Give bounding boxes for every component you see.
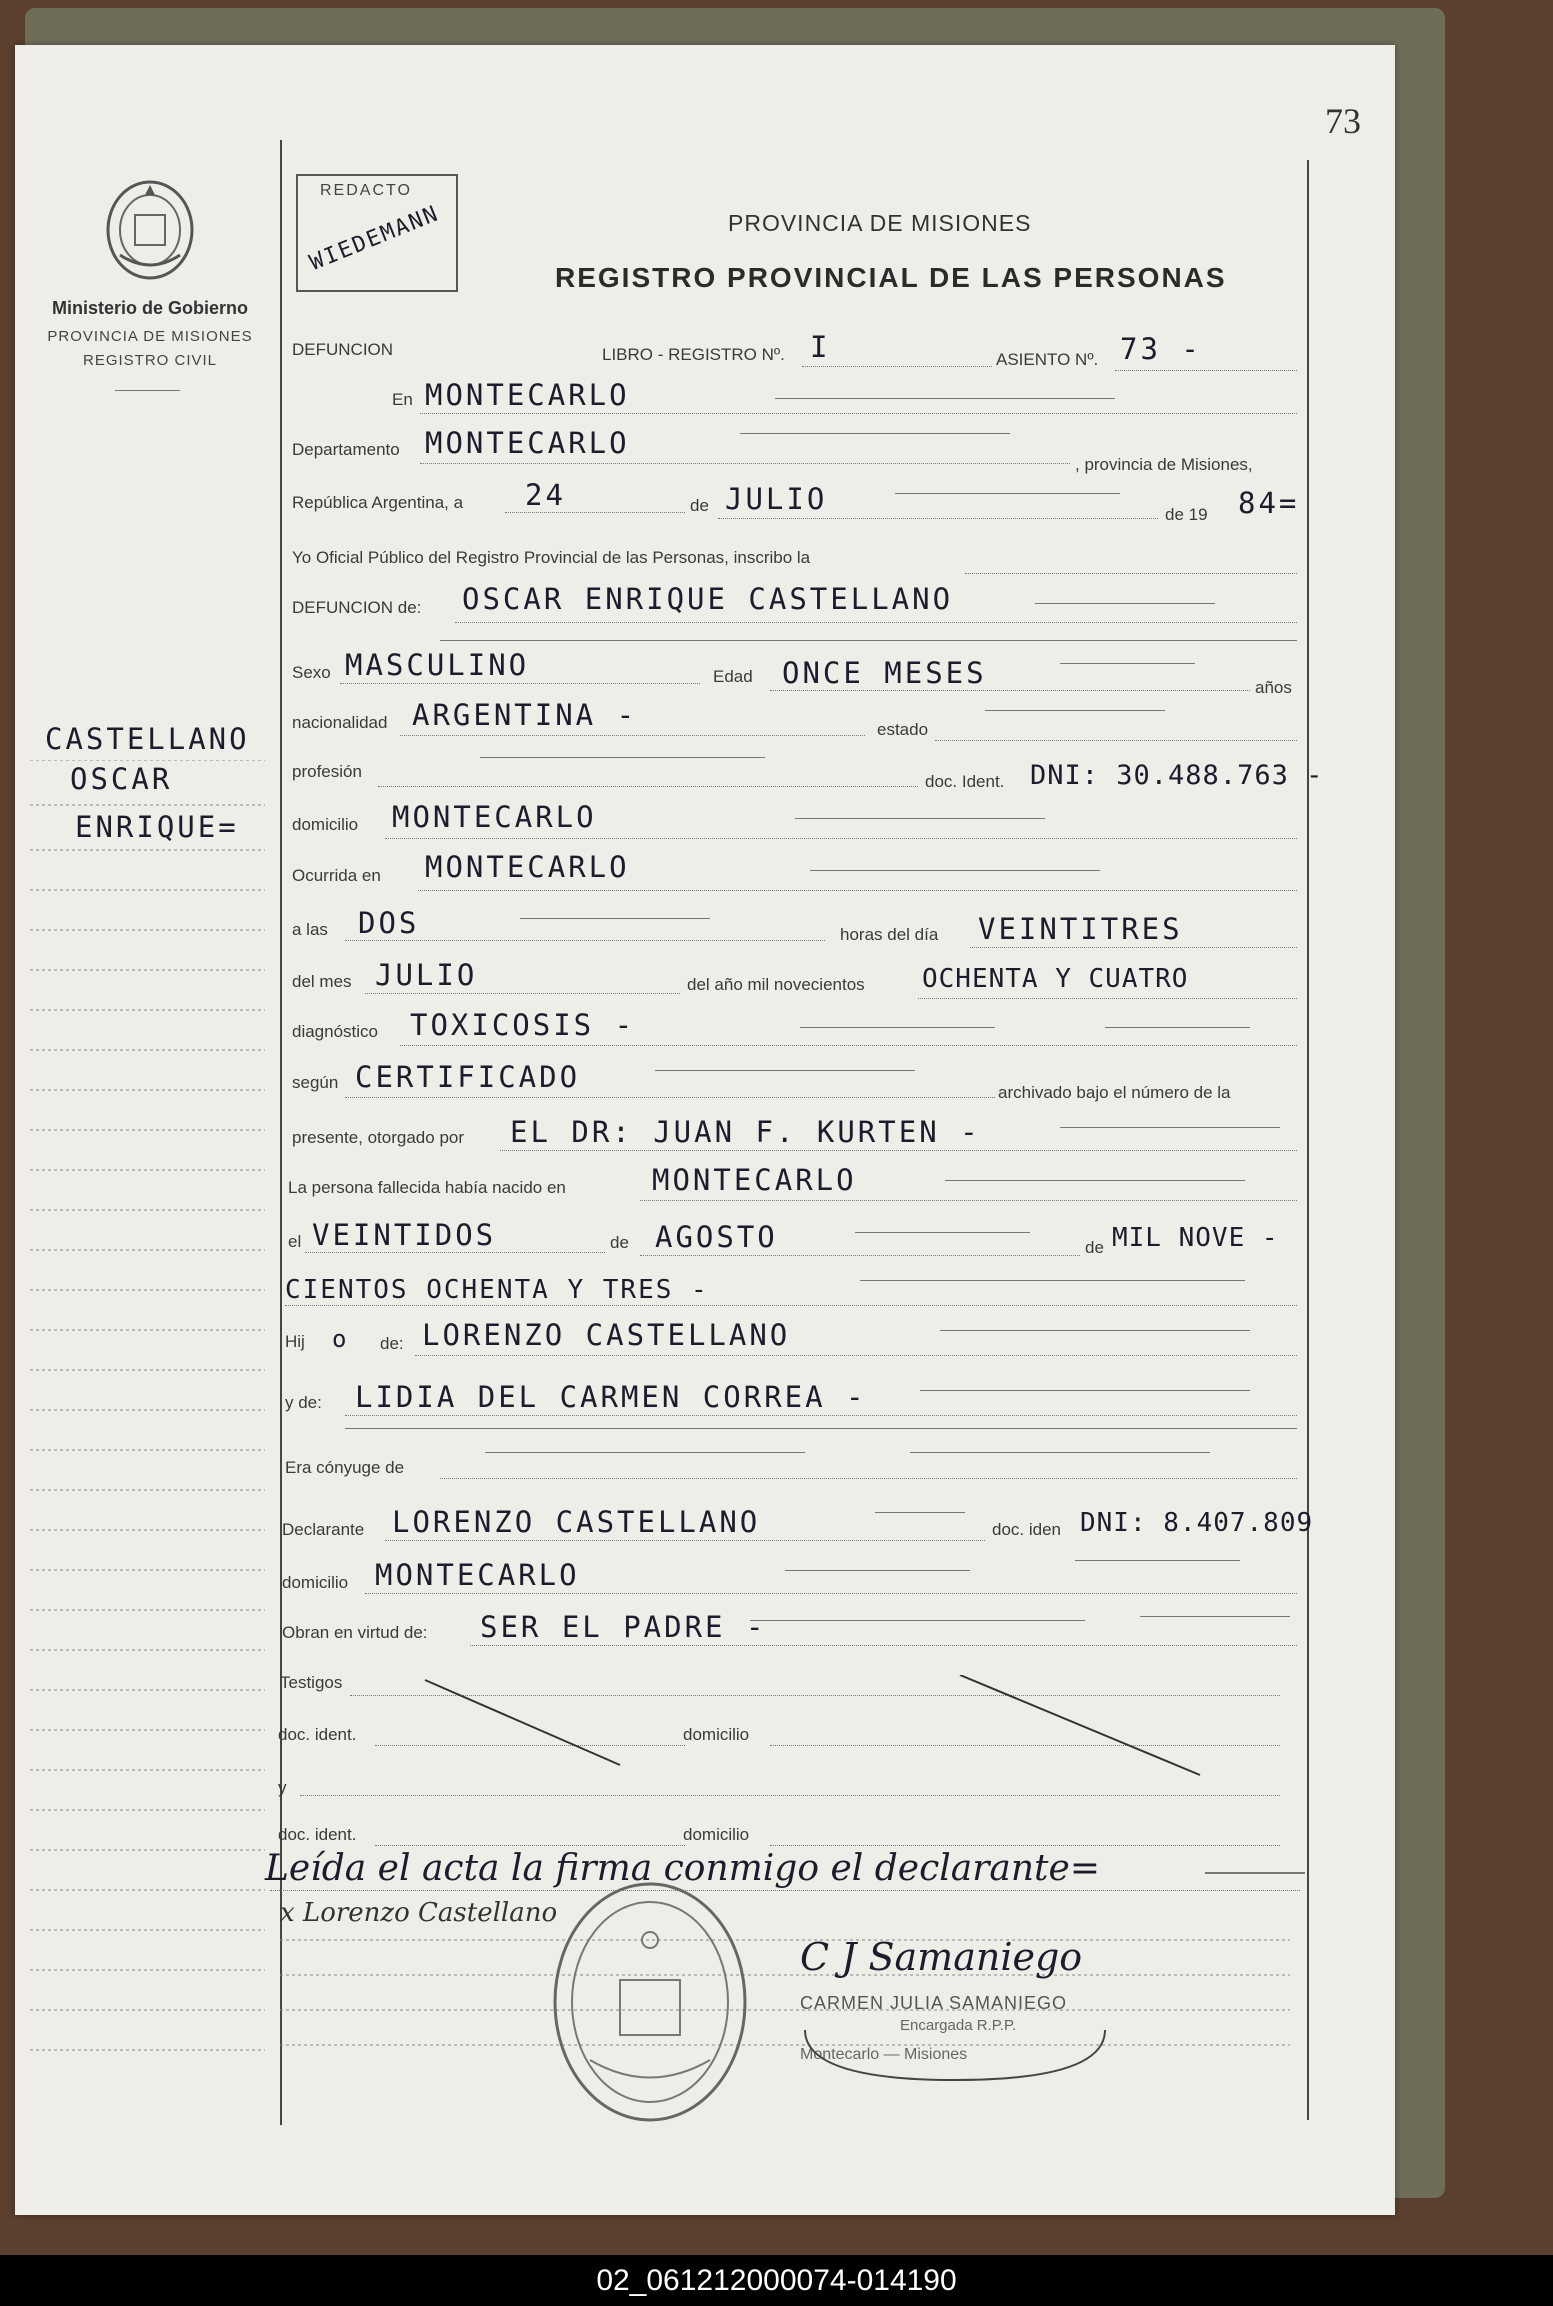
domicilio3-label: domicilio (683, 1725, 750, 1744)
nac-rule2 (480, 757, 765, 758)
oficial-line (965, 573, 1297, 574)
hijo-suffix: o (332, 1325, 349, 1353)
anio-value: 84= (1238, 486, 1300, 520)
delmes-line (365, 993, 680, 994)
edad-line (770, 690, 1250, 691)
anio-cont-value: CIENTOS OCHENTA Y TRES - (285, 1275, 709, 1305)
cont-rule (860, 1280, 1245, 1281)
diagnostico-line (400, 1045, 1297, 1046)
declarant-signature: x Lorenzo Castellano (280, 1898, 558, 1928)
hijo-label: Hij (285, 1332, 305, 1351)
domicilio-line (385, 838, 1297, 839)
pres-rule (1060, 1127, 1280, 1128)
delmes-value: JULIO (375, 958, 478, 992)
doc-ident2-line (375, 1845, 685, 1846)
anio-mil-value: OCHENTA Y CUATRO (922, 964, 1189, 994)
nacido-line (640, 1200, 1297, 1201)
image-caption: 02_061212000074-014190 (596, 2264, 957, 2297)
segun-label: según (292, 1073, 339, 1092)
right-margin-line (1307, 160, 1309, 2120)
doc-iden-label: doc. iden (992, 1520, 1061, 1539)
ministry-title: Ministerio de Gobierno (51, 298, 248, 318)
nombre-rule (1035, 603, 1215, 604)
libro-label: LIBRO - REGISTRO Nº. (602, 345, 785, 364)
diag-rule (800, 1027, 995, 1028)
conyuge-label: Era cónyuge de (285, 1458, 405, 1477)
ministry-province: PROVINCIA DE MISIONES (47, 328, 253, 345)
bottom-ruled-lines (280, 1930, 1300, 2080)
libro-value: I (810, 330, 831, 364)
de-mes-line (640, 1255, 1080, 1256)
departamento-value: MONTECARLO (425, 426, 630, 460)
obran-label: Obran en virtud de: (282, 1623, 428, 1642)
stamp-name: WIEDEMANN (306, 201, 443, 276)
margin-ruled-lines (25, 760, 270, 2090)
republica-label: República Argentina, a (292, 493, 464, 512)
estado-line (935, 740, 1297, 741)
segun-value: CERTIFICADO (355, 1060, 581, 1094)
el-line (305, 1252, 605, 1253)
nacionalidad-label: nacionalidad (292, 713, 388, 732)
leida-rule (1205, 1872, 1305, 1874)
obran-rule2 (1140, 1616, 1290, 1617)
de19-label: de 19 (1165, 505, 1208, 524)
diagnostico-label: diagnóstico (292, 1022, 379, 1041)
doc-ident-label: doc. Ident. (925, 772, 1005, 791)
defuncion-de-label: DEFUNCION de: (292, 598, 422, 617)
profesion-line (378, 786, 918, 787)
anio-mil-line (918, 998, 1297, 999)
madre-line (345, 1415, 1297, 1416)
sexo-label: Sexo (292, 663, 331, 682)
nombre-line (455, 622, 1297, 623)
nac-rule (985, 710, 1165, 711)
dom-rule (795, 818, 1045, 819)
el-rule (855, 1232, 1030, 1233)
official-title: Encargada R.P.P. (900, 2017, 1017, 2034)
nac2-rule (945, 1180, 1245, 1181)
el-value: VEINTIDOS (312, 1218, 497, 1252)
segun-line (345, 1097, 995, 1098)
alas-label: a las (292, 920, 328, 939)
padre-value: LORENZO CASTELLANO (422, 1318, 791, 1352)
mes-line (718, 518, 1158, 519)
presente-line (500, 1150, 1297, 1151)
edad-rule (1060, 663, 1195, 664)
declarante-value: LORENZO CASTELLANO (392, 1505, 761, 1539)
official-signature: C J Samaniego (800, 1935, 1083, 1979)
leida-text: Leída el acta la firma conmigo el declarante= (265, 1848, 1100, 1889)
edad-value: ONCE MESES (782, 656, 987, 690)
nombre-rule2 (440, 640, 1297, 641)
archivado-label: archivado bajo el número de la (998, 1083, 1231, 1102)
conyuge-line (440, 1478, 1297, 1479)
divider (115, 390, 180, 391)
mes-value: JULIO (725, 482, 828, 516)
estado-label: estado (877, 720, 929, 739)
domicilio-label: domicilio (292, 815, 359, 834)
dep-rule (740, 433, 1010, 434)
official-place: Montecarlo — Misiones (800, 2046, 968, 2063)
madre-rule (920, 1390, 1250, 1391)
decl-rule (875, 1512, 965, 1513)
anos-label: años (1255, 678, 1292, 697)
dom2-rule (785, 1570, 970, 1571)
alas-value: DOS (358, 906, 420, 940)
stamp-label: REDACTO (320, 182, 412, 199)
de-label: de (690, 496, 709, 515)
alas-line (345, 940, 825, 941)
defuncion-label: DEFUNCION (292, 340, 394, 359)
margin-note-name1: OSCAR (70, 762, 173, 796)
en-label: En (392, 390, 413, 409)
delmes-label: del mes (292, 972, 352, 991)
margin-note-surname: CASTELLANO (45, 722, 250, 756)
horas-value: VEINTITRES (978, 912, 1183, 946)
official-name: CARMEN JULIA SAMANIEGO (800, 1993, 1068, 2013)
declarante-label: Declarante (282, 1520, 365, 1539)
departamento-line (420, 463, 1070, 464)
alas-rule (520, 918, 710, 919)
de-mes-value: AGOSTO (655, 1220, 778, 1254)
cony-rule (485, 1452, 805, 1453)
domicilio4-label: domicilio (683, 1825, 750, 1844)
padre-rule (940, 1330, 1250, 1331)
provincia-suffix: , provincia de Misiones, (1075, 455, 1253, 474)
y-line (300, 1795, 1280, 1796)
coat-of-arms-icon (100, 175, 200, 285)
hijo-de-label: de: (380, 1334, 404, 1353)
leida-line (270, 1890, 1300, 1891)
dom2-rule2 (1075, 1560, 1240, 1561)
anio-cont-line (285, 1305, 1297, 1306)
ministry-registry: REGISTRO CIVIL (82, 352, 218, 369)
el-label: el (288, 1232, 302, 1251)
dia-value: 24 (525, 478, 566, 512)
horas-label: horas del día (840, 925, 939, 944)
doc-iden-value: DNI: 8.407.809 (1080, 1508, 1314, 1538)
libro-line (802, 366, 992, 367)
registry-header: REGISTRO PROVINCIAL DE LAS PERSONAS (555, 262, 1227, 293)
en-rule (775, 398, 1115, 399)
oficial-text: Yo Oficial Público del Registro Provincial de las Personas, inscribo la (292, 548, 811, 567)
doc-ident2-label: doc. ident. (278, 1825, 357, 1844)
domicilio2-label: domicilio (282, 1573, 349, 1592)
obran-rule (750, 1620, 1085, 1621)
de-mes-label: de (610, 1233, 629, 1252)
dia-line (505, 512, 685, 513)
testigos-strike-lines (420, 1675, 1300, 1795)
doc-ident-value: DNI: 30.488.763 - (1030, 760, 1324, 791)
presente-label: presente, otorgado por (292, 1128, 465, 1147)
madre-rule2 (345, 1428, 1297, 1429)
domicilio2-line (365, 1593, 1297, 1594)
diag-rule2 (1105, 1027, 1250, 1028)
nacionalidad-line (400, 735, 865, 736)
rep-rule (895, 493, 1120, 494)
diagnostico-value: TOXICOSIS - (410, 1008, 636, 1042)
ocurrida-value: MONTECARLO (425, 850, 630, 884)
departamento-label: Departamento (292, 440, 400, 459)
declarante-line (385, 1540, 985, 1541)
anio-mil-label: del año mil novecientos (687, 975, 865, 994)
horas-line (970, 947, 1297, 948)
cony-rule2 (910, 1452, 1210, 1453)
ocurrida-line (418, 890, 1297, 891)
province-header: PROVINCIA DE MISIONES (728, 210, 1032, 236)
de-anio-value: MIL NOVE - (1112, 1223, 1279, 1253)
y-label: y (278, 1778, 287, 1797)
en-value: MONTECARLO (425, 378, 630, 412)
padre-line (415, 1355, 1297, 1356)
en-line (420, 413, 1297, 414)
domicilio-value: MONTECARLO (392, 800, 597, 834)
nombre-value: OSCAR ENRIQUE CASTELLANO (462, 582, 954, 616)
official-stamp-frame (795, 1990, 1115, 2085)
nacido-value: MONTECARLO (652, 1163, 857, 1197)
sexo-value: MASCULINO (345, 648, 530, 682)
y-de-label: y de: (285, 1393, 322, 1412)
de-anio-label: de (1085, 1238, 1104, 1257)
nacionalidad-value: ARGENTINA - (412, 698, 638, 732)
testigos-label: Testigos (280, 1673, 343, 1692)
asiento-line (1115, 370, 1297, 371)
nacido-label: La persona fallecida había nacido en (288, 1178, 566, 1197)
domicilio4-line (770, 1845, 1280, 1846)
doc-ident1-label: doc. ident. (278, 1725, 357, 1744)
margin-note-name2: ENRIQUE= (75, 810, 239, 844)
ocurrida-label: Ocurrida en (292, 866, 381, 885)
presente-value: EL DR: JUAN F. KURTEN - (510, 1115, 981, 1149)
domicilio2-value: MONTECARLO (375, 1558, 580, 1592)
asiento-value: 73 - (1120, 332, 1202, 366)
ocu-rule (810, 870, 1100, 871)
madre-value: LIDIA DEL CARMEN CORREA - (355, 1380, 867, 1414)
obran-line (470, 1645, 1297, 1646)
profesion-label: profesión (292, 762, 362, 781)
sexo-line (340, 683, 700, 684)
seg-rule (655, 1070, 915, 1071)
asiento-label: ASIENTO Nº. (996, 350, 1099, 369)
edad-label: Edad (713, 667, 753, 686)
redacto-stamp (296, 174, 458, 292)
page-number: 73 (1325, 101, 1361, 141)
official-round-seal-icon (550, 1880, 750, 2125)
obran-value: SER EL PADRE - (480, 1610, 767, 1644)
